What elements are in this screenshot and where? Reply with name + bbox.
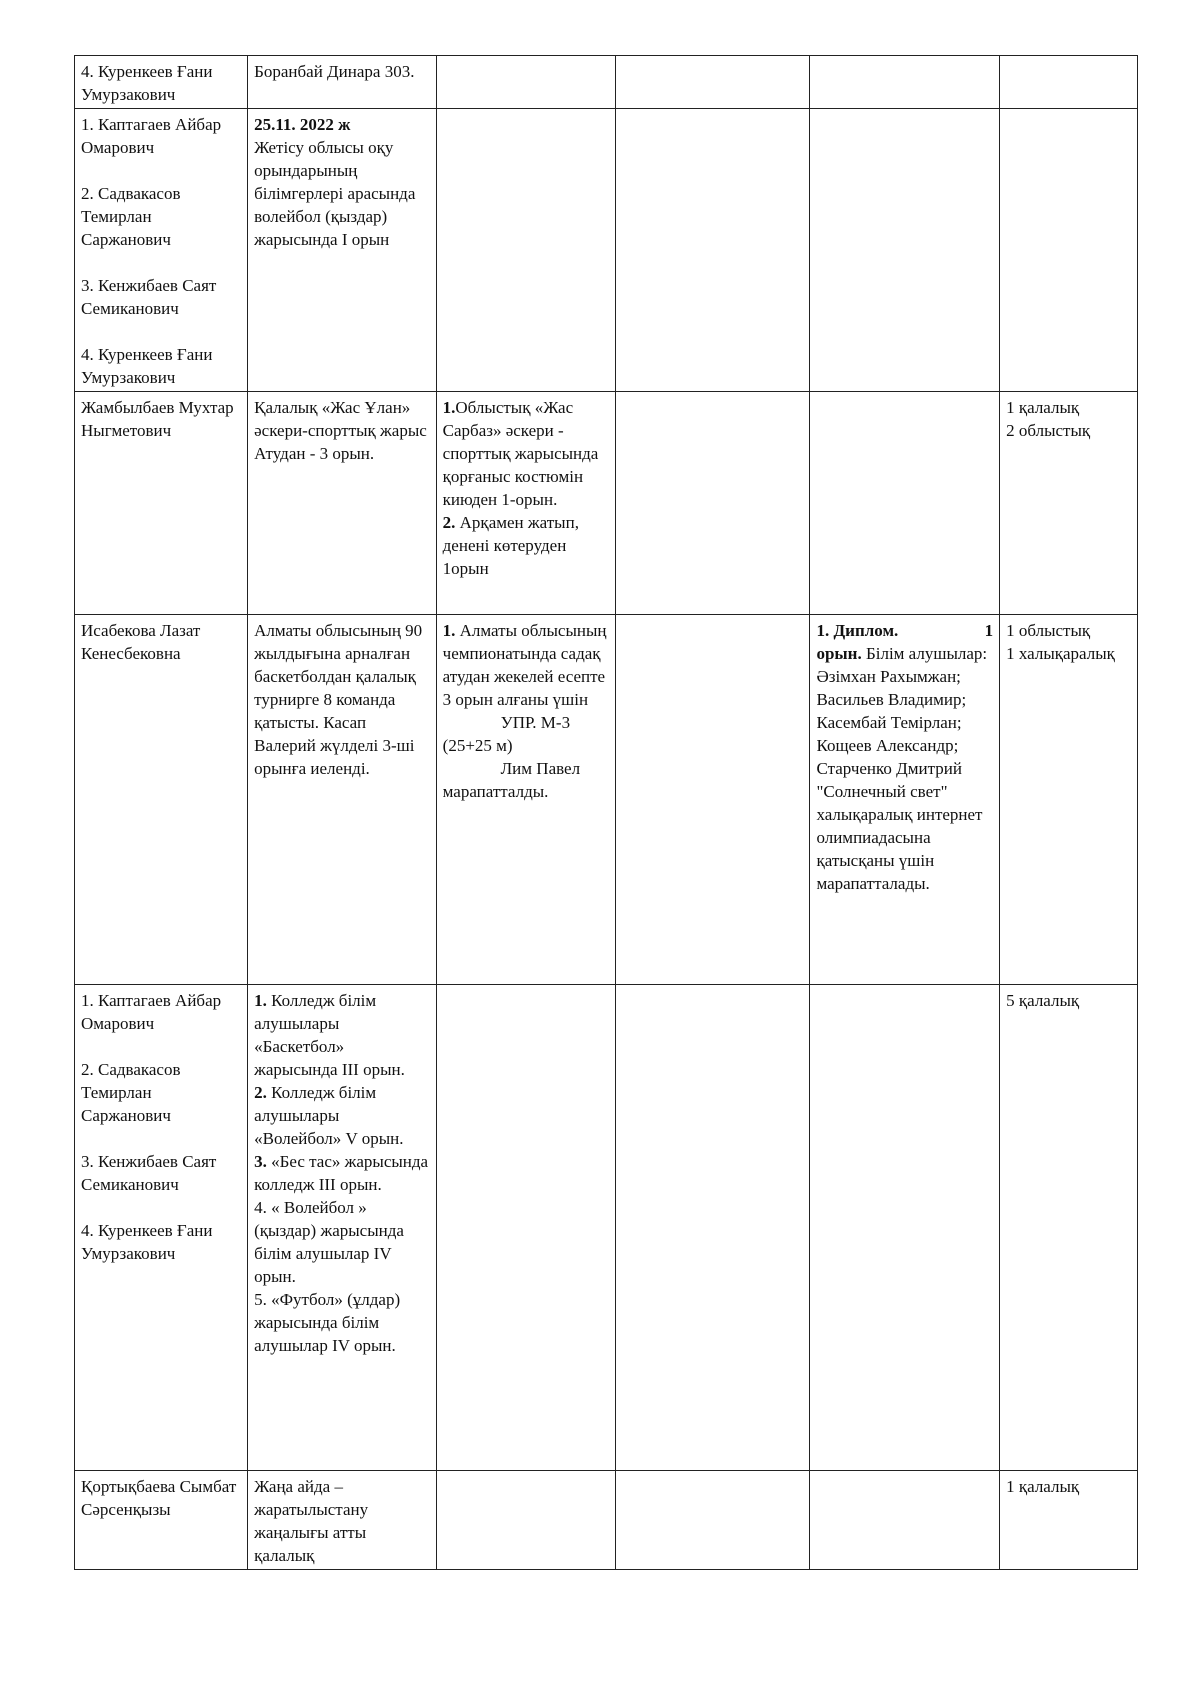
total-count: 1 облыстық [1006, 621, 1091, 640]
achievement-text: Боранбай Динара 303. [254, 62, 415, 81]
cell-participants [75, 985, 248, 1471]
total-count: 1 халықаралық [1006, 644, 1115, 663]
total-count: 2 облыстық [1006, 421, 1091, 440]
cell-regional [436, 109, 616, 392]
participant-name: 4. Куренкеев Ғани Умурзакович [81, 62, 213, 104]
cell-total [1000, 109, 1138, 392]
cell-republic [616, 56, 810, 109]
cell-republic [616, 985, 810, 1471]
achievement-text: Білім алушылар: Әзімхан Рахымжан; Васильев Владимир; Касембай Темірлан; Кощеев Александр; Старченко Дмитрий "Солнечный свет" халықаралық интернет олимпиадасына қатысқаны үшін марапатталады. [816, 644, 988, 893]
cell-participants [75, 1471, 248, 1570]
cell-participants [75, 615, 248, 985]
achievement-text: Алматы облысының 90 жылдығына арналған баскетболдан қалалық турнирге 8 команда қатысты. Касап Валерий жүлделі 3-ші орынға иеленді. [254, 621, 423, 778]
cell-city-achievement [248, 615, 437, 985]
table-row [75, 392, 1138, 615]
upr-label: УПР. М-3 [500, 713, 571, 732]
participant-name: Қортықбаева Сымбат Сәрсенқызы [81, 1477, 237, 1519]
cell-participants [75, 56, 248, 109]
cell-city-achievement [248, 56, 437, 109]
item-number: 1. [254, 991, 267, 1010]
item-number: 2. [442, 513, 456, 532]
achievement-text: Облыстық «Жас Сарбаз» әскери - спорттық жарысында қорғаныс костюмін киюден 1-орын. [442, 398, 599, 509]
table-row [75, 615, 1138, 985]
cell-participants [75, 109, 248, 392]
achievement-text: Қалалық «Жас Ұлан» әскери-спорттық жарыс Атудан - 3 орын. [254, 398, 427, 463]
participant-name: Исабекова Лазат Кенесбековна [81, 621, 201, 663]
cell-city-achievement [248, 985, 437, 1471]
table-row [75, 985, 1138, 1471]
achievement-text: 5. «Футбол» (ұлдар) жарысында білім алушылар IV орын. [254, 1290, 401, 1355]
cell-international [810, 109, 1000, 392]
participant-name: 4. Куренкеев Ғани Умурзакович [81, 1221, 213, 1263]
cell-regional [436, 1471, 616, 1570]
diploma-place: 1 [984, 621, 994, 640]
achievement-text: Жаңа айда – жаратылыстану жаңалығы атты қалалық [254, 1477, 369, 1565]
total-count: 5 қалалық [1006, 991, 1080, 1010]
cell-republic [616, 392, 810, 615]
participant-name: 3. Кенжибаев Саят Семиканович [81, 276, 217, 318]
diploma-place-label: орын. [816, 644, 862, 663]
item-number: 2. [254, 1083, 267, 1102]
achievement-date: 25.11. 2022 ж [254, 115, 351, 134]
cell-international [810, 392, 1000, 615]
achievement-text: «Бес тас» жарысында колледж ІІІ орын. [254, 1152, 429, 1194]
cell-republic [616, 1471, 810, 1570]
total-count: 1 қалалық [1006, 398, 1080, 417]
achievement-text: 4. « Волейбол » (қыздар) жарысында білім алушылар IV орын. [254, 1198, 404, 1286]
achievements-table [74, 55, 1138, 1570]
participant-name: 4. Куренкеев Ғани Умурзакович [81, 345, 213, 387]
item-number: 1. [442, 398, 456, 417]
item-number: 3. [254, 1152, 267, 1171]
diploma-title: 1. Диплом. [816, 621, 899, 640]
cell-regional [436, 985, 616, 1471]
distance: (25+25 м) [442, 736, 513, 755]
cell-republic [616, 615, 810, 985]
achievement-text: Колледж білім алушылары «Волейбол» V орын. [254, 1083, 404, 1148]
cell-international [810, 615, 1000, 985]
table-row [75, 56, 1138, 109]
cell-total [1000, 1471, 1138, 1570]
cell-international [810, 56, 1000, 109]
participant-name: 1. Каптагаев Айбар Омарович [81, 115, 222, 157]
cell-city-achievement [248, 392, 437, 615]
total-count: 1 қалалық [1006, 1477, 1080, 1496]
awardee-name: Лим Павел [500, 759, 581, 778]
cell-participants [75, 392, 248, 615]
participant-name: 2. Садвакасов Темирлан Саржанович [81, 184, 181, 249]
cell-international [810, 1471, 1000, 1570]
participant-name: 3. Кенжибаев Саят Семиканович [81, 1152, 217, 1194]
cell-city-achievement [248, 1471, 437, 1570]
achievement-text: Колледж білім алушылары «Баскетбол» жарысында ІІІ орын. [254, 991, 405, 1079]
participant-name: 1. Каптагаев Айбар Омарович [81, 991, 222, 1033]
achievement-text: Алматы облысының чемпионатында садақ атудан жекелей есепте 3 орын алғаны үшін [442, 621, 607, 709]
item-number: 1. [442, 621, 456, 640]
participant-name: Жамбылбаев Мухтар Ныгметович [81, 398, 234, 440]
awarded-text: марапатталды. [442, 782, 549, 801]
cell-city-achievement [248, 109, 437, 392]
participant-name: 2. Садвакасов Темирлан Саржанович [81, 1060, 181, 1125]
cell-total [1000, 56, 1138, 109]
cell-regional [436, 615, 616, 985]
achievement-text: Жетісу облысы оқу орындарының білімгерлері арасында волейбол (қыздар) жарысында І орын [254, 138, 416, 249]
cell-total [1000, 392, 1138, 615]
cell-international [810, 985, 1000, 1471]
cell-republic [616, 109, 810, 392]
table-row [75, 109, 1138, 392]
cell-regional [436, 56, 616, 109]
cell-total [1000, 985, 1138, 1471]
cell-regional [436, 392, 616, 615]
achievement-text: Арқамен жатып, денені көтеруден 1орын [442, 513, 579, 578]
table-row [75, 1471, 1138, 1570]
cell-total [1000, 615, 1138, 985]
